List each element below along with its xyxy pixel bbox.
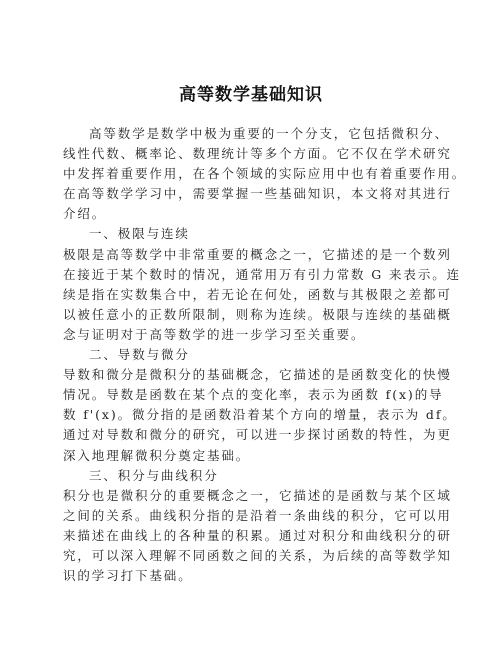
intro-paragraph [63,124,467,586]
paragraph-line: 来描述在曲线上的各种量的积累。通过对积分和曲线积分的研 [63,527,452,543]
paragraph-line: 通过对导数和微分的研究，可以进一步探讨函数的特性，为更 [63,427,452,443]
paragraph-line: 续是指在实数集合中，若无论在何处，函数与其极限之差都可 [63,286,452,302]
paragraph-line: 念与证明对于高等数学的进一步学习至关重要。 [63,326,366,342]
paragraph-line: 数 f'(x)。微分指的是函数沿着某个方向的增量，表示为 df。 [63,407,457,423]
paragraph-line: 在接近于某个数时的情况，通常用万有引力常数 G 来表示。连 [63,266,462,282]
paragraph-line: 极限是高等数学中非常重要的概念之一，它描述的是一个数列 [63,246,452,262]
paragraph-line: 深入地理解微积分奠定基础。 [63,447,251,463]
paragraph-line: 线性代数、概率论、数理统计等多个方面。它不仅在学术研究 [63,146,452,162]
paragraph-line: 在高等数学学习中，需要掌握一些基础知识，本文将对其进行 [63,186,452,202]
paragraph-line: 高等数学是数学中极为重要的一个分支，它包括微积分、 [89,126,450,141]
paragraph-line: 积分也是微积分的重要概念之一，它描述的是函数与某个区域 [63,487,452,503]
paragraph-line: 导数和微分是微积分的基础概念，它描述的是函数变化的快慢 [63,367,452,383]
document-title: 高等数学基础知识 [179,85,323,105]
paragraph-line: 介绍。 [63,206,107,222]
paragraph-line: 识的学习打下基础。 [63,568,193,584]
paragraph-line: 中发挥着重要作用，在各个领域的实际应用中也有着重要作用。 [63,166,467,182]
paragraph-line: 之间的关系。曲线积分指的是沿着一条曲线的积分，它可以用 [63,507,452,523]
section-heading: 一、极限与连续 [89,226,190,242]
section-heading: 三、积分与曲线积分 [89,467,219,483]
section-heading: 二、导数与微分 [89,347,190,363]
paragraph-line: 究，可以深入理解不同函数之间的关系，为后续的高等数学知 [63,547,452,563]
paragraph-line: 情况。导数是函数在某个点的变化率，表示为函数 f(x)的导 [63,387,444,403]
paragraph-line: 以被任意小的正数所限制，则称为连续。极限与连续的基础概 [63,306,452,322]
